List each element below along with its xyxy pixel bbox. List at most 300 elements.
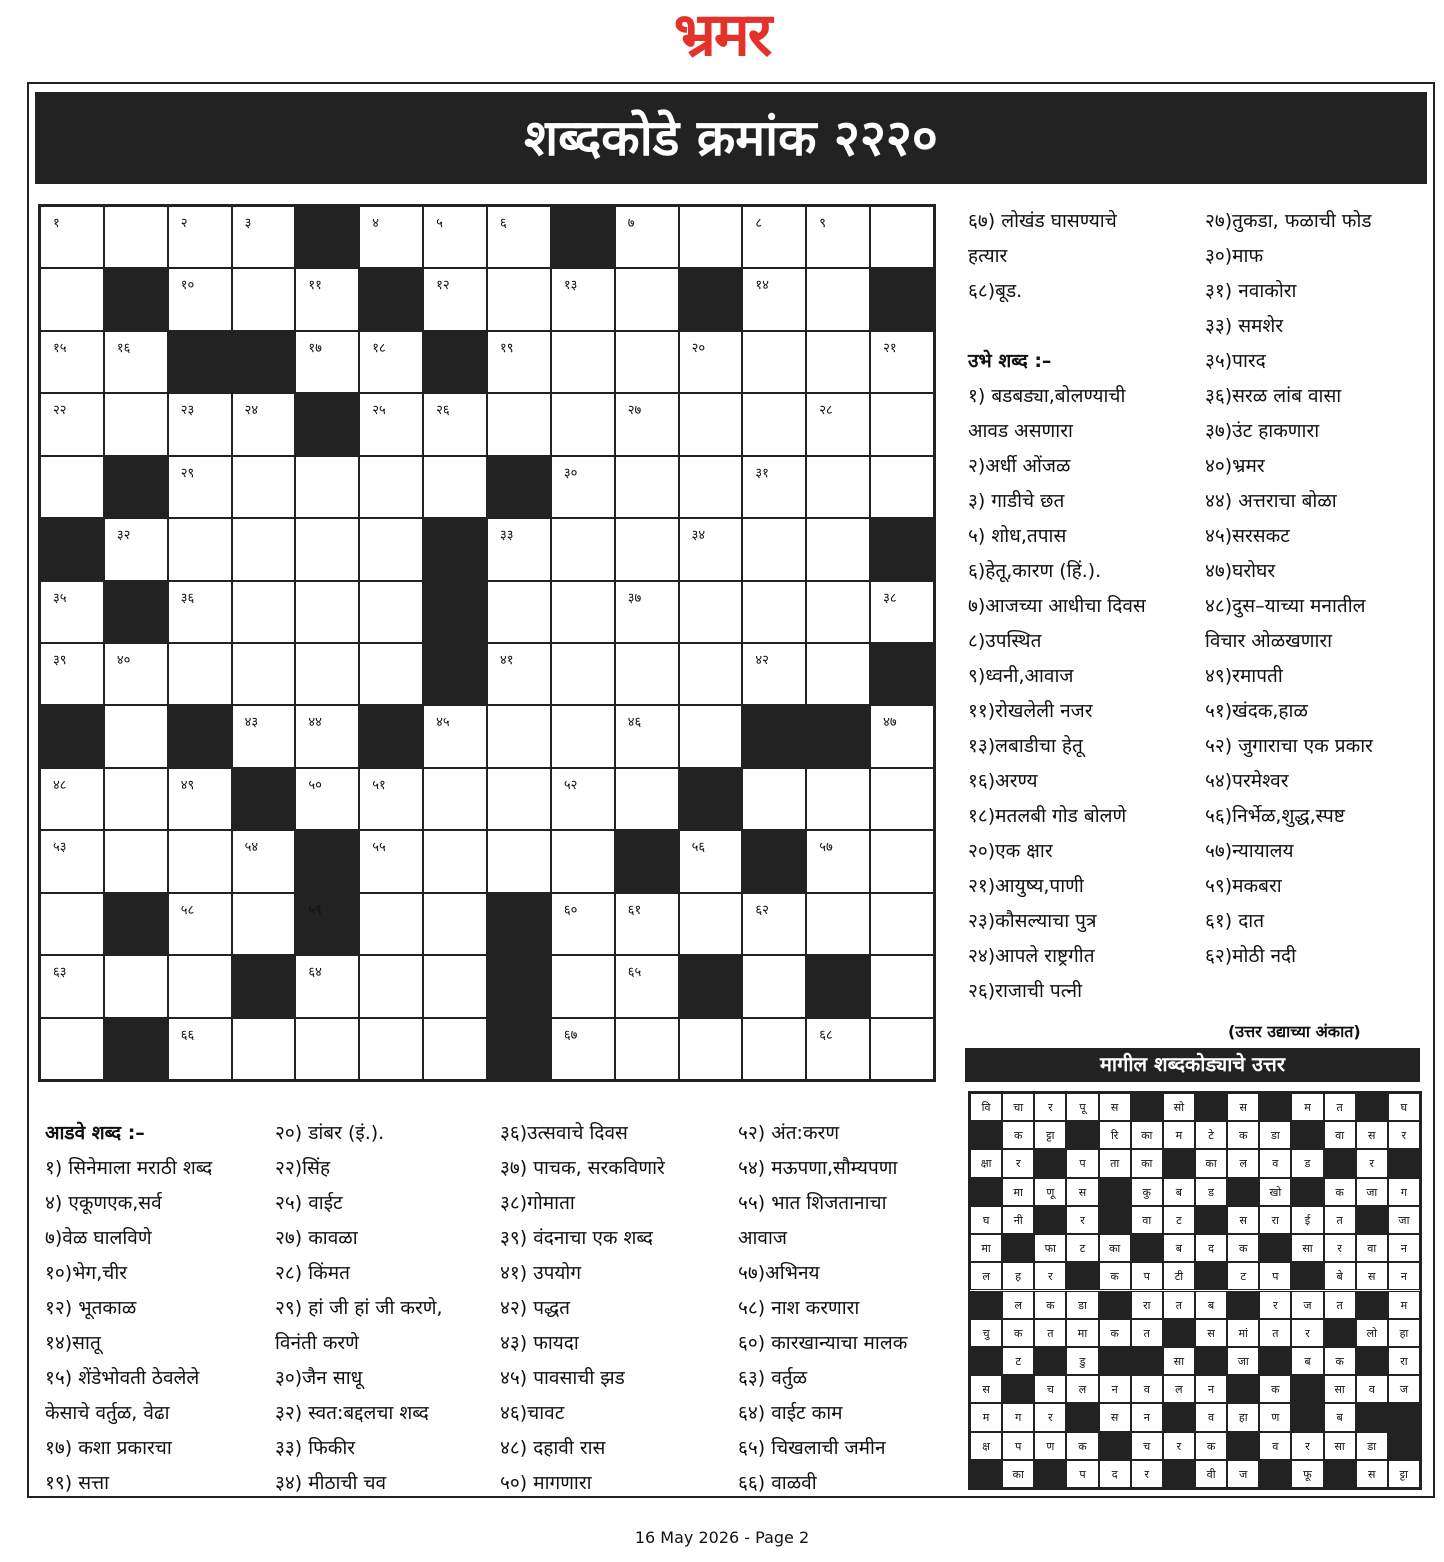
grid-cell[interactable] xyxy=(551,581,615,643)
grid-cell[interactable] xyxy=(359,643,423,705)
grid-block xyxy=(742,830,806,892)
grid-cell[interactable] xyxy=(232,830,296,892)
grid-cell[interactable] xyxy=(295,768,359,830)
grid-cell[interactable] xyxy=(232,518,296,580)
answer-block xyxy=(970,1291,1002,1319)
answer-cell: क xyxy=(1066,1432,1098,1460)
grid-cell[interactable] xyxy=(232,1018,296,1080)
answer-grid xyxy=(968,1091,1422,1490)
clue-number: ५४ xyxy=(244,840,259,856)
grid-cell[interactable] xyxy=(806,830,870,892)
answer-cell: ल xyxy=(1227,1149,1259,1177)
grid-cell[interactable] xyxy=(423,393,487,455)
grid-cell[interactable] xyxy=(742,518,806,580)
clue-number: ७ xyxy=(627,216,635,231)
grid-cell[interactable] xyxy=(806,268,870,330)
clue-number: ५९ xyxy=(308,902,322,918)
answer-cell: रा xyxy=(1131,1291,1163,1319)
grid-cell[interactable] xyxy=(232,893,296,955)
grid-cell[interactable] xyxy=(359,955,423,1017)
answer-block xyxy=(1227,1291,1259,1319)
grid-cell[interactable] xyxy=(423,268,487,330)
grid-cell[interactable] xyxy=(870,331,934,393)
grid-cell[interactable] xyxy=(487,268,551,330)
answer-cell: स xyxy=(1227,1206,1259,1234)
clue-number: २५ xyxy=(372,403,386,419)
grid-cell[interactable] xyxy=(104,518,168,580)
grid-cell[interactable] xyxy=(615,643,679,705)
page-footer: 16 May 2026 - Page 2 xyxy=(634,1528,810,1547)
grid-cell[interactable] xyxy=(168,518,232,580)
grid-cell[interactable] xyxy=(359,1018,423,1080)
grid-cell[interactable] xyxy=(742,643,806,705)
grid-cell[interactable] xyxy=(615,705,679,767)
grid-cell[interactable] xyxy=(423,456,487,518)
grid-cell[interactable] xyxy=(423,955,487,1017)
answer-block xyxy=(970,1347,1002,1375)
answer-block xyxy=(1259,1093,1291,1121)
grid-cell[interactable] xyxy=(359,393,423,455)
grid-cell[interactable] xyxy=(487,206,551,268)
clue-number: ४६ xyxy=(627,715,642,731)
clue-line: ५२) अंत:करण xyxy=(738,1122,840,1144)
grid-cell[interactable] xyxy=(423,206,487,268)
grid-cell[interactable] xyxy=(232,206,296,268)
answer-block xyxy=(1388,1403,1420,1431)
clue-line: ५४)परमेश्वर xyxy=(1205,770,1289,792)
answer-cell: क xyxy=(1002,1319,1034,1347)
across-heading: आडवे शब्द :– xyxy=(45,1122,145,1144)
grid-cell[interactable] xyxy=(679,893,743,955)
grid-cell[interactable] xyxy=(104,331,168,393)
clue-line: १५) शेंडेभोवती ठेवलेले xyxy=(45,1367,200,1389)
answer-cell: वी xyxy=(1195,1460,1227,1488)
answer-block xyxy=(1066,1262,1098,1290)
grid-cell[interactable] xyxy=(359,830,423,892)
grid-cell[interactable] xyxy=(168,830,232,892)
answer-cell: सो xyxy=(1163,1093,1195,1121)
answer-cell: क xyxy=(1227,1234,1259,1262)
grid-cell[interactable] xyxy=(679,331,743,393)
clue-line: २२)सिंह xyxy=(275,1157,331,1179)
grid-cell[interactable] xyxy=(551,268,615,330)
grid-cell[interactable] xyxy=(168,768,232,830)
clue-line: ५२) जुगाराचा एक प्रकार xyxy=(1205,735,1373,757)
grid-cell[interactable] xyxy=(870,206,934,268)
clue-line: ६१) दात xyxy=(1205,910,1265,932)
grid-cell[interactable] xyxy=(615,955,679,1017)
grid-cell[interactable] xyxy=(168,955,232,1017)
right-clues-col1 xyxy=(968,204,1146,1009)
grid-cell[interactable] xyxy=(232,705,296,767)
clue-line: आवाज xyxy=(738,1227,788,1249)
answer-cell: च xyxy=(1131,1432,1163,1460)
grid-cell[interactable] xyxy=(295,331,359,393)
answer-block xyxy=(1099,1291,1131,1319)
grid-cell[interactable] xyxy=(615,206,679,268)
clue-number: १३ xyxy=(563,278,578,294)
grid-cell[interactable] xyxy=(487,581,551,643)
clue-line: ६५) चिखलाची जमीन xyxy=(738,1437,886,1459)
clue-line: ६)हेतू,कारण (हिं.). xyxy=(968,560,1102,582)
grid-cell[interactable] xyxy=(40,456,104,518)
grid-cell[interactable] xyxy=(232,393,296,455)
clue-line: २३)कौसल्याचा पुत्र xyxy=(968,910,1097,932)
answer-cell: स xyxy=(1066,1178,1098,1206)
clue-line: विनंती करणे xyxy=(275,1332,359,1354)
across-clues-col1-list xyxy=(45,1151,212,1501)
grid-cell[interactable] xyxy=(615,268,679,330)
grid-cell[interactable] xyxy=(232,581,296,643)
clue-number: १२ xyxy=(436,278,450,294)
grid-cell[interactable] xyxy=(104,955,168,1017)
grid-cell[interactable] xyxy=(679,830,743,892)
grid-cell[interactable] xyxy=(615,518,679,580)
grid-cell[interactable] xyxy=(104,206,168,268)
grid-cell[interactable] xyxy=(870,955,934,1017)
grid-block xyxy=(359,705,423,767)
answer-cell: खो xyxy=(1259,1178,1291,1206)
grid-cell[interactable] xyxy=(615,456,679,518)
answer-cell: च xyxy=(1034,1375,1066,1403)
answer-cell: हा xyxy=(1388,1319,1420,1347)
grid-cell[interactable] xyxy=(679,643,743,705)
grid-cell[interactable] xyxy=(168,643,232,705)
grid-cell[interactable] xyxy=(551,830,615,892)
grid-cell[interactable] xyxy=(487,393,551,455)
clue-line: ४९)रमापती xyxy=(1205,665,1283,687)
grid-cell[interactable] xyxy=(742,1018,806,1080)
grid-cell[interactable] xyxy=(295,581,359,643)
clue-line: ५६)निर्भेळ,शुद्ध,स्पष्ट xyxy=(1205,805,1345,827)
answer-cell: र xyxy=(1291,1432,1323,1460)
grid-cell[interactable] xyxy=(806,581,870,643)
answer-cell: त xyxy=(1324,1093,1356,1121)
clue-number: १४ xyxy=(755,278,769,294)
grid-cell[interactable] xyxy=(551,456,615,518)
grid-cell[interactable] xyxy=(423,893,487,955)
clue-number: ५७ xyxy=(819,840,833,856)
answer-cell: म xyxy=(970,1403,1002,1431)
grid-cell[interactable] xyxy=(551,893,615,955)
grid-cell[interactable] xyxy=(487,331,551,393)
grid-cell[interactable] xyxy=(806,456,870,518)
grid-cell[interactable] xyxy=(615,768,679,830)
grid-cell[interactable] xyxy=(40,893,104,955)
grid-cell[interactable] xyxy=(487,643,551,705)
answer-cell: फू xyxy=(1291,1460,1323,1488)
answer-cell: स xyxy=(1099,1403,1131,1431)
clue-number: २२ xyxy=(53,403,67,419)
answer-cell: सा xyxy=(1163,1347,1195,1375)
grid-cell[interactable] xyxy=(742,768,806,830)
answer-cell: बे xyxy=(1324,1262,1356,1290)
grid-cell[interactable] xyxy=(359,456,423,518)
answer-cell: प xyxy=(1259,1262,1291,1290)
clue-number: १० xyxy=(180,278,195,294)
grid-cell[interactable] xyxy=(806,768,870,830)
answer-cell: का xyxy=(1131,1121,1163,1149)
grid-cell[interactable] xyxy=(295,955,359,1017)
clue-line: ४३) फायदा xyxy=(500,1332,579,1354)
grid-cell[interactable] xyxy=(359,581,423,643)
clue-number: ४१ xyxy=(500,653,514,668)
grid-cell[interactable] xyxy=(487,705,551,767)
grid-cell[interactable] xyxy=(40,830,104,892)
grid-cell[interactable] xyxy=(40,955,104,1017)
clue-number: ६६ xyxy=(180,1027,195,1043)
clue-number: ४८ xyxy=(53,777,67,793)
answer-cell: का xyxy=(1099,1234,1131,1262)
clue-line: १८)मतलबी गोड बोलणे xyxy=(968,805,1127,827)
grid-cell[interactable] xyxy=(679,581,743,643)
grid-cell[interactable] xyxy=(679,206,743,268)
grid-cell[interactable] xyxy=(615,393,679,455)
grid-cell[interactable] xyxy=(870,768,934,830)
clue-number: ४४ xyxy=(308,715,322,731)
grid-block xyxy=(232,955,296,1017)
grid-cell[interactable] xyxy=(423,768,487,830)
grid-cell[interactable] xyxy=(423,830,487,892)
answer-cell: ट xyxy=(1163,1206,1195,1234)
answer-block xyxy=(1034,1347,1066,1375)
grid-cell[interactable] xyxy=(40,268,104,330)
grid-cell[interactable] xyxy=(870,830,934,892)
clue-line: ९)ध्वनी,आवाज xyxy=(968,665,1074,687)
answer-cell: व xyxy=(1131,1375,1163,1403)
answer-cell: जा xyxy=(1356,1178,1388,1206)
answer-block xyxy=(1066,1403,1098,1431)
grid-cell[interactable] xyxy=(423,1018,487,1080)
clue-line: ३७)उंट हाकणारा xyxy=(1205,420,1320,442)
grid-cell[interactable] xyxy=(168,581,232,643)
grid-cell[interactable] xyxy=(168,206,232,268)
clue-line: ४) एकूणएक,सर्व xyxy=(45,1192,162,1214)
grid-cell[interactable] xyxy=(487,768,551,830)
grid-cell[interactable] xyxy=(168,268,232,330)
grid-cell[interactable] xyxy=(232,268,296,330)
clue-line: ४२) पद्धत xyxy=(500,1297,571,1319)
answer-cell: क्ष xyxy=(970,1432,1002,1460)
answer-cell: ण xyxy=(1034,1432,1066,1460)
grid-cell[interactable] xyxy=(679,456,743,518)
grid-cell[interactable] xyxy=(679,1018,743,1080)
grid-block xyxy=(104,268,168,330)
grid-cell[interactable] xyxy=(40,393,104,455)
grid-cell[interactable] xyxy=(232,643,296,705)
answer-block xyxy=(970,1460,1002,1488)
grid-cell[interactable] xyxy=(679,518,743,580)
grid-cell[interactable] xyxy=(168,393,232,455)
grid-cell[interactable] xyxy=(295,456,359,518)
clue-number: २६ xyxy=(436,403,450,419)
grid-block xyxy=(359,268,423,330)
grid-cell[interactable] xyxy=(742,955,806,1017)
grid-cell[interactable] xyxy=(295,1018,359,1080)
grid-cell[interactable] xyxy=(742,456,806,518)
answer-cell: ता xyxy=(1099,1149,1131,1177)
grid-cell[interactable] xyxy=(551,768,615,830)
grid-cell[interactable] xyxy=(359,331,423,393)
grid-cell[interactable] xyxy=(40,331,104,393)
answer-cell: क xyxy=(1034,1291,1066,1319)
grid-cell[interactable] xyxy=(742,393,806,455)
clue-line: ४४) अत्तराचा बोळा xyxy=(1205,490,1337,512)
grid-cell[interactable] xyxy=(806,331,870,393)
grid-cell[interactable] xyxy=(40,581,104,643)
grid-cell[interactable] xyxy=(615,331,679,393)
grid-cell[interactable] xyxy=(232,456,296,518)
grid-cell[interactable] xyxy=(870,893,934,955)
grid-cell[interactable] xyxy=(870,393,934,455)
answer-block xyxy=(1195,1262,1227,1290)
clue-line: ३९) वंदनाचा एक शब्द xyxy=(500,1227,653,1249)
grid-cell[interactable] xyxy=(742,268,806,330)
answer-block xyxy=(1163,1403,1195,1431)
grid-block xyxy=(615,830,679,892)
answer-cell: स xyxy=(1356,1262,1388,1290)
answer-block xyxy=(1034,1206,1066,1234)
grid-cell[interactable] xyxy=(742,206,806,268)
answer-block xyxy=(1291,1262,1323,1290)
answer-cell: टी xyxy=(1163,1262,1195,1290)
grid-block xyxy=(423,643,487,705)
grid-cell[interactable] xyxy=(551,705,615,767)
clue-line: २१)आयुष्य,पाणी xyxy=(968,875,1084,897)
answer-cell: ग xyxy=(1002,1403,1034,1431)
grid-cell[interactable] xyxy=(679,705,743,767)
clue-number: ६५ xyxy=(627,965,642,981)
grid-cell[interactable] xyxy=(806,518,870,580)
clue-number: ५६ xyxy=(691,840,706,856)
clue-line: ५४) मऊपणा,सौम्यपणा xyxy=(738,1157,898,1179)
answer-cell: र xyxy=(1034,1262,1066,1290)
grid-block xyxy=(423,581,487,643)
clue-line: ३४) मीठाची चव xyxy=(275,1472,387,1494)
grid-cell[interactable] xyxy=(870,456,934,518)
grid-cell[interactable] xyxy=(806,393,870,455)
answer-cell: लो xyxy=(1356,1319,1388,1347)
grid-cell[interactable] xyxy=(40,768,104,830)
grid-cell[interactable] xyxy=(742,331,806,393)
grid-cell[interactable] xyxy=(870,705,934,767)
answer-cell: ट xyxy=(1227,1262,1259,1290)
grid-cell[interactable] xyxy=(295,705,359,767)
clue-line: ६२)मोठी नदी xyxy=(1205,945,1297,967)
grid-block xyxy=(295,206,359,268)
grid-cell[interactable] xyxy=(615,1018,679,1080)
grid-cell[interactable] xyxy=(487,830,551,892)
grid-cell[interactable] xyxy=(359,893,423,955)
clue-number: १८ xyxy=(372,340,386,356)
clue-number: ४५ xyxy=(436,715,450,731)
grid-cell[interactable] xyxy=(615,581,679,643)
answer-cell: ज xyxy=(1291,1291,1323,1319)
answer-cell: घ xyxy=(1388,1093,1420,1121)
grid-cell[interactable] xyxy=(168,1018,232,1080)
grid-cell[interactable] xyxy=(359,768,423,830)
grid-cell[interactable] xyxy=(551,518,615,580)
grid-cell[interactable] xyxy=(359,518,423,580)
answer-cell: का xyxy=(1002,1460,1034,1488)
grid-cell[interactable] xyxy=(870,1018,934,1080)
answer-block xyxy=(1227,1432,1259,1460)
clue-number: २७ xyxy=(627,403,642,419)
grid-cell[interactable] xyxy=(551,955,615,1017)
grid-cell[interactable] xyxy=(870,581,934,643)
clue-line: ४५)सरसकट xyxy=(1205,525,1290,547)
answer-cell: रि xyxy=(1099,1121,1131,1149)
clue-line: ३६)सरळ लांब वासा xyxy=(1205,385,1342,407)
answer-cell: डा xyxy=(1356,1432,1388,1460)
grid-cell[interactable] xyxy=(359,206,423,268)
grid-cell[interactable] xyxy=(104,830,168,892)
clue-line: २९) हां जी हां जी करणे, xyxy=(275,1297,443,1319)
clue-number: ४२ xyxy=(755,653,769,668)
answer-cell: का xyxy=(1195,1149,1227,1177)
clue-line: ५१)खंदक,हाळ xyxy=(1205,700,1308,722)
grid-cell[interactable] xyxy=(104,705,168,767)
grid-cell[interactable] xyxy=(806,643,870,705)
grid-cell[interactable] xyxy=(104,393,168,455)
grid-cell[interactable] xyxy=(615,893,679,955)
answer-cell: न xyxy=(1099,1375,1131,1403)
grid-cell[interactable] xyxy=(551,393,615,455)
grid-cell[interactable] xyxy=(40,1018,104,1080)
grid-cell[interactable] xyxy=(104,643,168,705)
answer-cell: ट्टा xyxy=(1034,1121,1066,1149)
clue-line: ३७) पाचक, सरकविणारे xyxy=(500,1157,665,1179)
grid-cell[interactable] xyxy=(742,581,806,643)
grid-cell[interactable] xyxy=(551,1018,615,1080)
grid-cell[interactable] xyxy=(40,206,104,268)
grid-cell[interactable] xyxy=(487,518,551,580)
grid-cell[interactable] xyxy=(742,893,806,955)
grid-cell[interactable] xyxy=(806,206,870,268)
clue-number: १ xyxy=(53,216,60,231)
answer-cell: डा xyxy=(1066,1291,1098,1319)
grid-cell[interactable] xyxy=(40,643,104,705)
grid-cell[interactable] xyxy=(104,768,168,830)
clue-line: ५७)अभिनय xyxy=(738,1262,820,1284)
grid-block xyxy=(679,955,743,1017)
answer-cell: र xyxy=(1163,1432,1195,1460)
clue-line: ४१) उपयोग xyxy=(500,1262,582,1284)
answer-block xyxy=(1356,1206,1388,1234)
clue-number: ६१ xyxy=(627,902,642,918)
grid-cell[interactable] xyxy=(168,893,232,955)
grid-cell[interactable] xyxy=(551,643,615,705)
grid-cell[interactable] xyxy=(295,643,359,705)
clue-line: ४०)भ्रमर xyxy=(1205,455,1265,477)
clue-number: ५५ xyxy=(372,840,386,856)
grid-cell[interactable] xyxy=(168,456,232,518)
grid-block xyxy=(423,331,487,393)
answer-cell: स xyxy=(1356,1460,1388,1488)
grid-cell[interactable] xyxy=(806,1018,870,1080)
grid-cell[interactable] xyxy=(295,268,359,330)
grid-cell[interactable] xyxy=(806,893,870,955)
grid-block xyxy=(104,893,168,955)
grid-cell[interactable] xyxy=(423,705,487,767)
answer-cell: मा xyxy=(1066,1319,1098,1347)
grid-cell[interactable] xyxy=(679,393,743,455)
grid-cell[interactable] xyxy=(295,518,359,580)
right-clues-col2 xyxy=(1205,204,1373,974)
clue-line xyxy=(968,309,1146,344)
grid-block xyxy=(232,768,296,830)
grid-cell[interactable] xyxy=(551,331,615,393)
